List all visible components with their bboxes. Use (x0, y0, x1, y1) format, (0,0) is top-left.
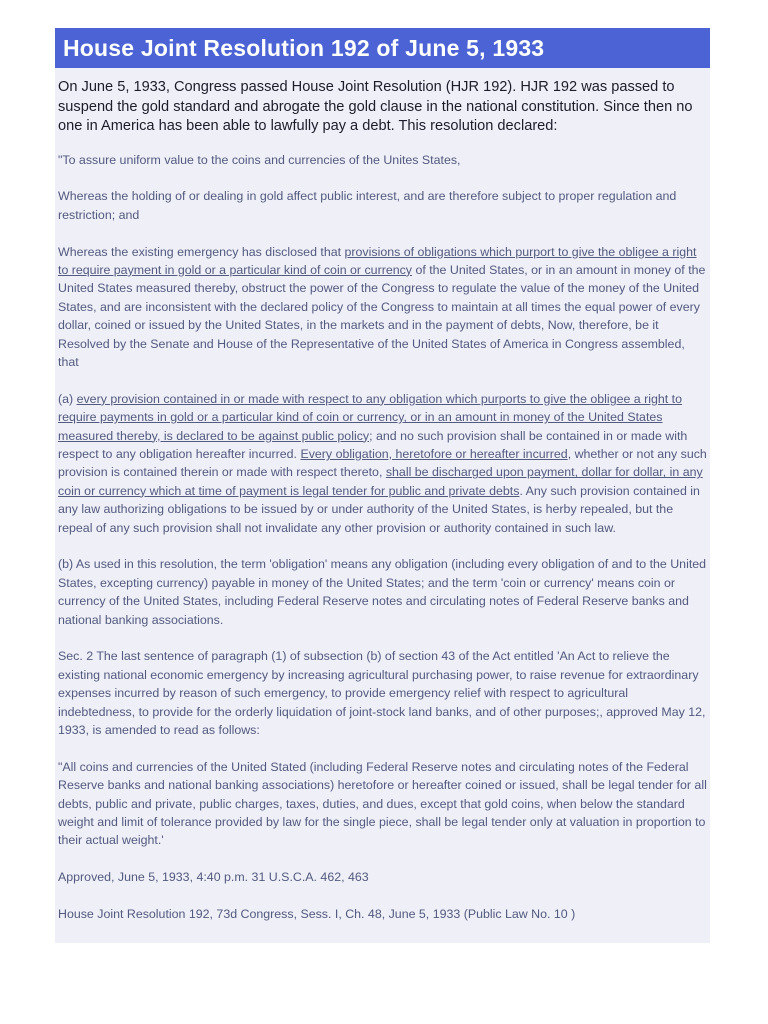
resolution-paragraph-preamble: "To assure uniform value to the coins and currencies of the Unites States, (58, 152, 461, 167)
resolution-paragraph-whereas-gold: Whereas the holding of or dealing in gold affect public interest, and are therefore subject to proper regulation and restriction; and (58, 189, 677, 222)
resolution-paragraph-whereas-emergency (58, 243, 708, 372)
resolution-paragraph-sec2: Sec. 2 The last sentence of paragraph (1) of subsection (b) of section 43 of the Act entitled 'An Act to relieve the existing national economic emergency by increasing agricultural purchasing power, to raise revenue for extraordinary expenses incurred by reason of such emergency, to provide emergency relief with respect to agricultural indebtedness, to provide for the orderly liquidation of joint-stock land banks, and of other purposes;, approved May 12, 1933, is amended to read as follows: (58, 649, 706, 738)
text-segment: . Any such provision contained in any law authorizing obligations to be issued by or under authority of the United States, is herby repealed, but the repeal of any such provision shall not invalidate any other provision or authority contained in such law. (58, 483, 700, 535)
resolution-paragraph-a (58, 390, 708, 537)
resolution-text (58, 151, 708, 924)
text-segment: (a) (58, 391, 77, 406)
resolution-paragraph-amended-text: "All coins and currencies of the United Stated (including Federal Reserve notes and circulating notes of the Federal Reserve banks and national banking associations) heretofore or hereafter coined or issued, shall be legal tender for all debts, public and private, public charges, taxes, duties, and dues, except that gold coins, when below the standard weight and limit of tolerance provided by law for the single piece, shall be legal tender only at valuation in proportion to their actual weight.' (58, 759, 707, 848)
text-segment: ; and no such provision shall be contained in or made with respect to any obligation hereafter incurred. (58, 428, 688, 461)
underlined-passage: provisions of obligations which purport to give the obligee a right to require payment in gold or a particular kind of coin or currency (58, 244, 697, 277)
text-segment: , whether or not any such provision is contained therein or made with respect thereto, (58, 446, 707, 480)
underlined-passage: every provision contained in or made with respect to any obligation which purports to give the obligee a right to require payments in gold or a particular kind of coin or currency, or in an amount in money of the United States measured thereby, is declared to be against public policy (58, 391, 683, 443)
title-banner (55, 28, 710, 68)
text-segment: Whereas the existing emergency has disclosed that (58, 244, 345, 259)
resolution-paragraph-b: (b) As used in this resolution, the term 'obligation' means any obligation (including every obligation of and to the United States, excepting currency) payable in money of the United States; and the term 'coin or currency' means coin or currency of the United States, including Federal Reserve notes and circulating notes of Federal Reserve banks and national banking associations. (58, 557, 707, 627)
document-page (55, 28, 710, 943)
approval-line: Approved, June 5, 1933, 4:40 p.m. 31 U.S.C.A. 462, 463 (58, 870, 369, 885)
intro-paragraph: On June 5, 1933, Congress passed House Joint Resolution (HJR 192). HJR 192 was passed to suspend the gold standard and abrogate the gold clause in the national constitution. Since then no one in America has been able to lawfully pay a debt. This resolution declared: (58, 79, 693, 134)
underlined-passage: shall be discharged upon payment, dollar for dollar, in any coin or currency which at time of payment is legal tender for public and private debts (58, 465, 703, 498)
underlined-passage: Every obligation, heretofore or hereafter incurred (300, 446, 568, 461)
citation-line: House Joint Resolution 192, 73d Congress, Sess. I, Ch. 48, June 5, 1933 (Public Law No. 10 ) (58, 907, 576, 922)
text-segment: of the United States, or in an amount in money of the United States measured thereby, obstruct the power of the Congress to regulate the value of the money of the United States, and are inconsistent with the declared policy of the Congress to maintain at all times the equal power of every dollar, coined or issued by the United States, in the markets and in the payment of debts, Now, therefore, be it Resolved by the Senate and House of the Representative of the United States of America in Congress assembled, that (58, 262, 706, 369)
document-title: House Joint Resolution 192 of June 5, 1933 (63, 34, 545, 61)
